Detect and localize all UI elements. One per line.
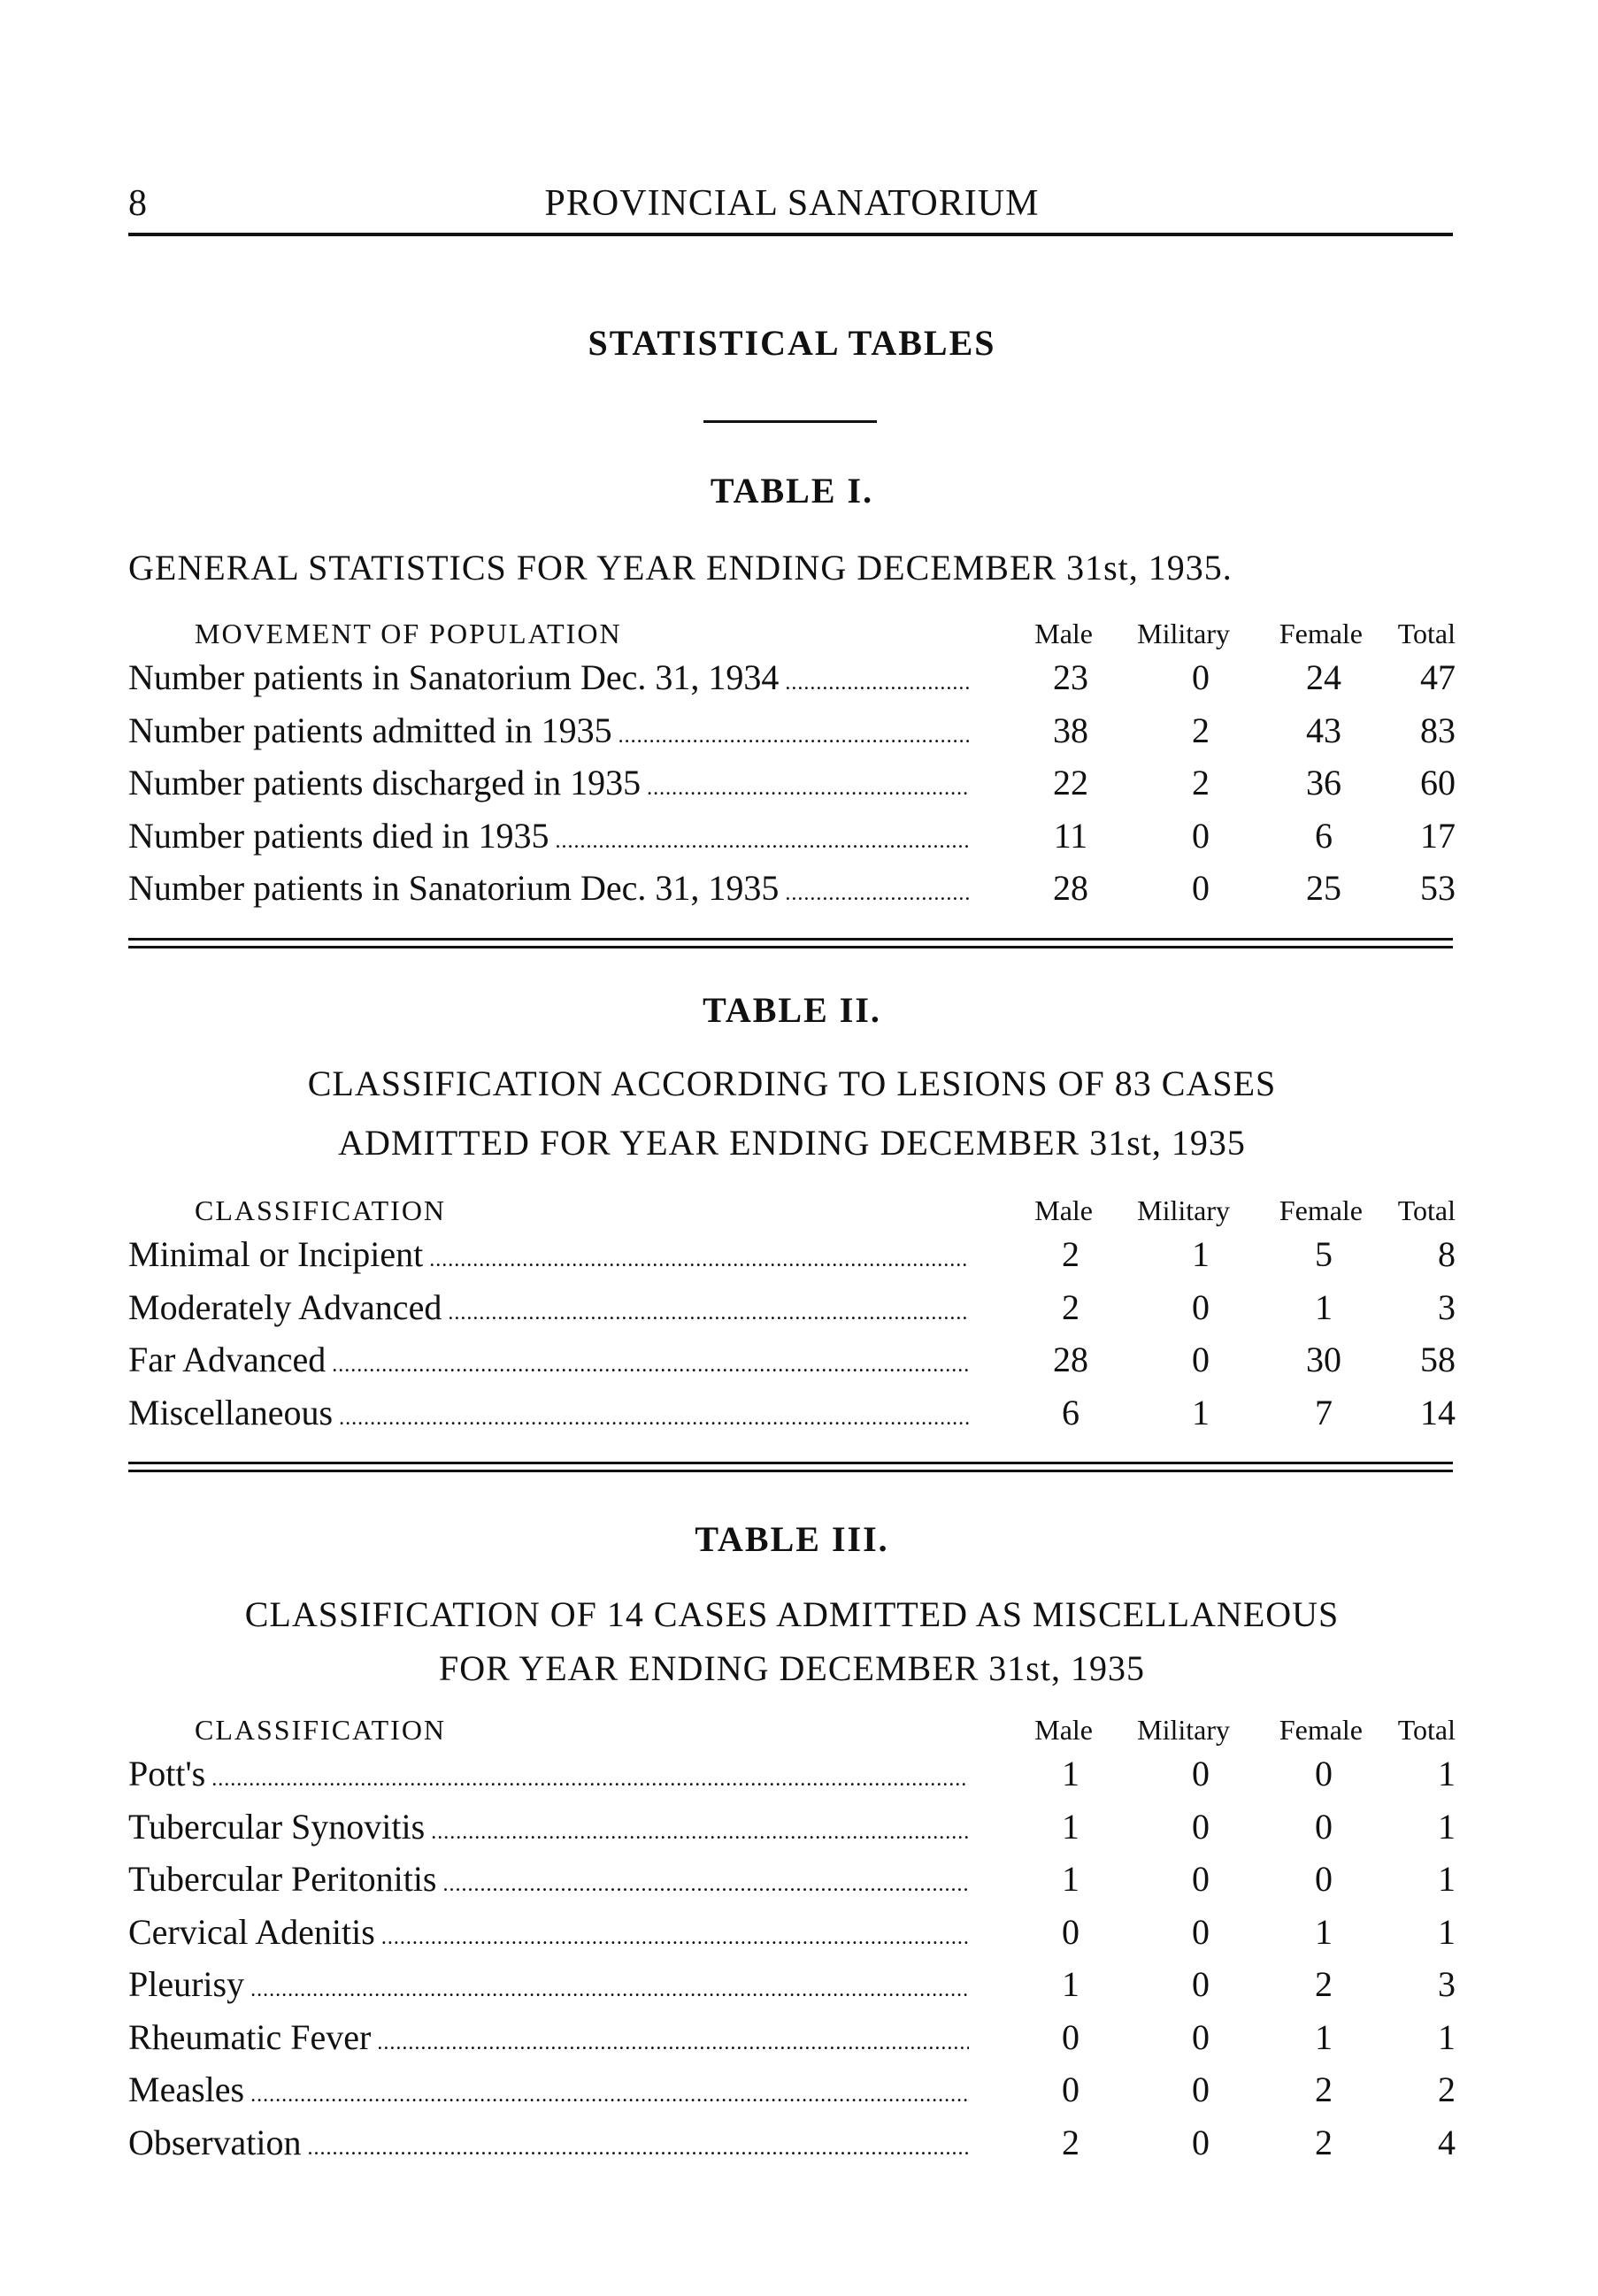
- table1-title: TABLE I.: [710, 471, 874, 511]
- cell-total: 2: [1438, 2069, 1456, 2109]
- cell-military: 1: [1192, 1392, 1210, 1432]
- row-label: Number patients in Sanatorium Dec. 31, 1934 .....: [128, 651, 969, 710]
- cell-total: 8: [1438, 1234, 1456, 1274]
- cell-military: 1: [1192, 1234, 1210, 1274]
- cell-female: 1: [1315, 1911, 1333, 1952]
- cell-male: 11: [1053, 815, 1088, 856]
- cell-military: 2: [1192, 763, 1210, 802]
- table2-label-header: CLASSIFICATION: [195, 1194, 447, 1226]
- table2-double-rule: [128, 1462, 1453, 1472]
- col-header-total: Total: [1397, 1714, 1456, 1746]
- page-heading: STATISTICAL TABLES: [588, 323, 996, 363]
- cell-total: 17: [1420, 815, 1456, 856]
- cell-total: 3: [1438, 1964, 1456, 2004]
- cell-male: 2: [1062, 1234, 1079, 1274]
- col-header-male: Male: [1034, 1194, 1093, 1226]
- table1-double-rule: [128, 938, 1453, 948]
- cell-male: 0: [1062, 1911, 1079, 1952]
- table-row: [128, 1281, 1456, 1334]
- table-row: [128, 1228, 1456, 1281]
- table3-label-header: CLASSIFICATION: [195, 1714, 447, 1746]
- table-row: [128, 756, 1456, 810]
- table2-title: TABLE II.: [703, 990, 881, 1030]
- cell-female: 24: [1306, 657, 1341, 697]
- col-header-male: Male: [1034, 1714, 1093, 1746]
- cell-female: 1: [1315, 1286, 1333, 1327]
- row-label: Minimal or Incipient .....: [128, 1228, 969, 1287]
- cell-male: 2: [1062, 1286, 1079, 1327]
- cell-male: 22: [1053, 763, 1088, 802]
- cell-female: 1: [1315, 2016, 1333, 2057]
- table3: [128, 1712, 1456, 2169]
- table-row: [128, 651, 1456, 704]
- cell-male: 38: [1053, 710, 1088, 750]
- cell-total: 1: [1438, 1911, 1456, 1952]
- cell-female: 43: [1306, 710, 1341, 750]
- col-header-female: Female: [1279, 1714, 1363, 1746]
- table-row: [128, 1906, 1456, 1959]
- table-row: [128, 1747, 1456, 1801]
- cell-female: 2: [1315, 2122, 1333, 2162]
- cell-male: 6: [1062, 1392, 1079, 1432]
- row-label: Miscellaneous .....: [128, 1386, 969, 1446]
- cell-male: 0: [1062, 2069, 1079, 2109]
- table-row: [128, 1958, 1456, 2011]
- cell-male: 1: [1062, 1806, 1079, 1847]
- table1-caption: GENERAL STATISTICS FOR YEAR ENDING DECEMBER 31st, 1935.: [128, 548, 1233, 587]
- table-row: [128, 1853, 1456, 1906]
- cell-female: 7: [1315, 1392, 1333, 1432]
- cell-total: 4: [1438, 2122, 1456, 2162]
- table-row: [128, 1333, 1456, 1386]
- cell-military: 0: [1192, 1340, 1210, 1379]
- table2: [128, 1193, 1456, 1439]
- row-label: Moderately Advanced .....: [128, 1281, 969, 1340]
- cell-military: 0: [1192, 2016, 1210, 2057]
- col-header-male: Male: [1034, 618, 1093, 649]
- table-row: [128, 704, 1456, 757]
- cell-military: 0: [1192, 2069, 1210, 2109]
- table3-title: TABLE III.: [695, 1519, 889, 1559]
- col-header-military: Military: [1137, 1194, 1230, 1226]
- cell-female: 2: [1315, 2069, 1333, 2109]
- row-label: Observation .....: [128, 2116, 969, 2176]
- table3-caption-line2: FOR YEAR ENDING DECEMBER 31st, 1935: [439, 1648, 1145, 1688]
- cell-female: 25: [1306, 868, 1341, 908]
- col-header-military: Military: [1137, 1714, 1230, 1746]
- table1-label-header: MOVEMENT OF POPULATION: [195, 618, 622, 649]
- cell-total: 1: [1438, 1806, 1456, 1847]
- cell-total: 58: [1420, 1340, 1456, 1379]
- cell-female: 30: [1306, 1340, 1341, 1379]
- cell-female: 6: [1315, 815, 1333, 856]
- cell-male: 2: [1062, 2122, 1079, 2162]
- cell-female: 0: [1315, 1806, 1333, 1847]
- cell-female: 0: [1315, 1859, 1333, 1899]
- cell-male: 1: [1062, 1754, 1079, 1793]
- cell-military: 0: [1192, 1754, 1210, 1793]
- cell-female: 5: [1315, 1234, 1333, 1274]
- row-label: Rheumatic Fever .....: [128, 2011, 969, 2070]
- table1: [128, 616, 1456, 915]
- row-label: Pott's .....: [128, 1747, 969, 1807]
- row-label: Number patients discharged in 1935 .....: [128, 756, 969, 816]
- cell-total: 14: [1420, 1392, 1456, 1432]
- heading-rule: [703, 420, 877, 423]
- cell-military: 0: [1192, 2122, 1210, 2162]
- cell-military: 0: [1192, 1806, 1210, 1847]
- col-header-female: Female: [1279, 618, 1363, 649]
- table2-header-row: [128, 1193, 1456, 1228]
- cell-male: 28: [1053, 868, 1088, 908]
- table-row: [128, 1801, 1456, 1854]
- table-row: [128, 810, 1456, 863]
- table2-caption-line1: CLASSIFICATION ACCORDING TO LESIONS OF 83 CASES: [307, 1064, 1277, 1103]
- page-number: 8: [128, 183, 147, 224]
- row-label: Tubercular Peritonitis .....: [128, 1853, 969, 1912]
- cell-total: 47: [1420, 657, 1456, 697]
- cell-female: 36: [1306, 763, 1341, 802]
- cell-female: 0: [1315, 1754, 1333, 1793]
- cell-male: 28: [1053, 1340, 1088, 1379]
- cell-total: 1: [1438, 1754, 1456, 1793]
- cell-female: 2: [1315, 1964, 1333, 2004]
- table-row: [128, 862, 1456, 915]
- cell-total: 1: [1438, 2016, 1456, 2057]
- row-label: Far Advanced .....: [128, 1333, 969, 1393]
- cell-military: 0: [1192, 657, 1210, 697]
- row-label: Number patients admitted in 1935 .....: [128, 704, 969, 764]
- table-row: [128, 2063, 1456, 2116]
- col-header-military: Military: [1137, 618, 1230, 649]
- row-label: Number patients died in 1935 .....: [128, 810, 969, 869]
- cell-male: 0: [1062, 2016, 1079, 2057]
- row-label: Tubercular Synovitis .....: [128, 1801, 969, 1860]
- table3-header-row: [128, 1712, 1456, 1747]
- table3-caption-line1: CLASSIFICATION OF 14 CASES ADMITTED AS MISCELLANEOUS: [244, 1594, 1340, 1634]
- cell-military: 0: [1192, 1859, 1210, 1899]
- cell-total: 3: [1438, 1286, 1456, 1327]
- cell-military: 0: [1192, 868, 1210, 908]
- cell-total: 1: [1438, 1859, 1456, 1899]
- table-row: [128, 1386, 1456, 1440]
- cell-military: 0: [1192, 815, 1210, 856]
- cell-total: 83: [1420, 710, 1456, 750]
- col-header-total: Total: [1397, 1194, 1456, 1226]
- cell-total: 60: [1420, 763, 1456, 802]
- table2-caption-line2: ADMITTED FOR YEAR ENDING DECEMBER 31st, 1935: [338, 1123, 1246, 1163]
- cell-military: 0: [1192, 1964, 1210, 2004]
- table-row: [128, 2011, 1456, 2064]
- row-label: Measles .....: [128, 2063, 969, 2123]
- col-header-female: Female: [1279, 1194, 1363, 1226]
- table1-header-row: [128, 616, 1456, 651]
- cell-male: 23: [1053, 657, 1088, 697]
- row-label: Number patients in Sanatorium Dec. 31, 1935 .....: [128, 862, 969, 921]
- cell-male: 1: [1062, 1964, 1079, 2004]
- cell-military: 0: [1192, 1286, 1210, 1327]
- cell-male: 1: [1062, 1859, 1079, 1899]
- row-label: Cervical Adenitis .....: [128, 1906, 969, 1965]
- cell-total: 53: [1420, 868, 1456, 908]
- running-title: PROVINCIAL SANATORIUM: [544, 183, 1040, 224]
- col-header-total: Total: [1397, 618, 1456, 649]
- cell-military: 2: [1192, 710, 1210, 750]
- header-rule: [128, 233, 1453, 236]
- table-row: [128, 2116, 1456, 2169]
- cell-military: 0: [1192, 1911, 1210, 1952]
- row-label: Pleurisy .....: [128, 1958, 969, 2017]
